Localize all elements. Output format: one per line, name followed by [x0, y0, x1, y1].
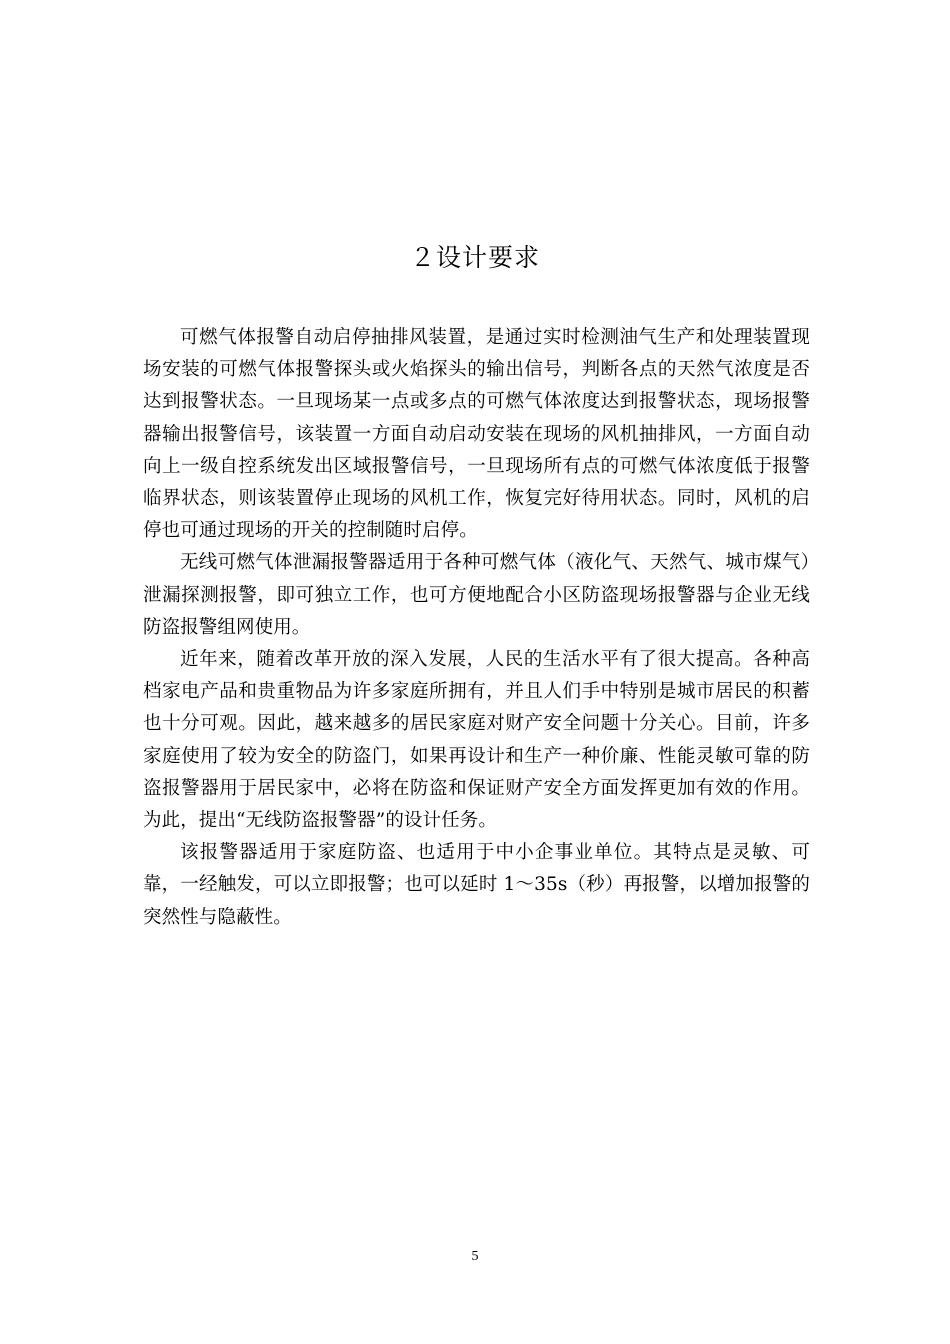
paragraph-background: 近年来，随着改革开放的深入发展，人民的生活水平有了很大提高。各种高档家电产品和贵重物品为许多家庭所拥有，并且人们手中特别是城市居民的积蓄也十分可观。因此，越来越多的居民家庭对财产安全问题十分关心。目前，许多家庭使用了较为安全的防盗门，如果再设计和生产一种价廉、性能灵敏可靠的防盗报警器用于居民家中，必将在防盗和保证财产安全方面发挥更加有效的作用。为此，提出“无线防盗报警器”的设计任务。 [143, 649, 810, 832]
paragraph-features: 该报警器适用于家庭防盗、也适用于中小企事业单位。其特点是灵敏、可靠，一经触发，可以立即报警；也可以延时 1～35s（秒）再报警，以增加报警的突然性与隐蔽性。 [143, 842, 810, 928]
page-number: 5 [471, 1249, 479, 1264]
paragraph-gas-alarm-device: 可燃气体报警自动启停抽排风装置，是通过实时检测油气生产和处理装置现场安装的可燃气体报警探头或火焰探头的输出信号，判断各点的天然气浓度是否达到报警状态。一旦现场某一点或多点的可燃气体浓度达到报警状态，现场报警器输出报警信号，该装置一方面自动启动安装在现场的风机抽排风，一方面自动向上一级自控系统发出区域报警信号，一旦现场所有点的可燃气体浓度低于报警临界状态，则该装置停止现场的风机工作，恢复完好待用状态。同时，风机的启停也可通过现场的开关的控制随时启停。 [143, 327, 810, 542]
paragraph-wireless-gas-detector: 无线可燃气体泄漏报警器适用于各种可燃气体（液化气、天然气、城市煤气）泄漏探测报警，即可独立工作，也可方便地配合小区防盗现场报警器与企业无线防盗报警组网使用。 [143, 552, 810, 638]
section-heading: ２设计要求 [409, 243, 540, 272]
body-text [143, 322, 810, 934]
